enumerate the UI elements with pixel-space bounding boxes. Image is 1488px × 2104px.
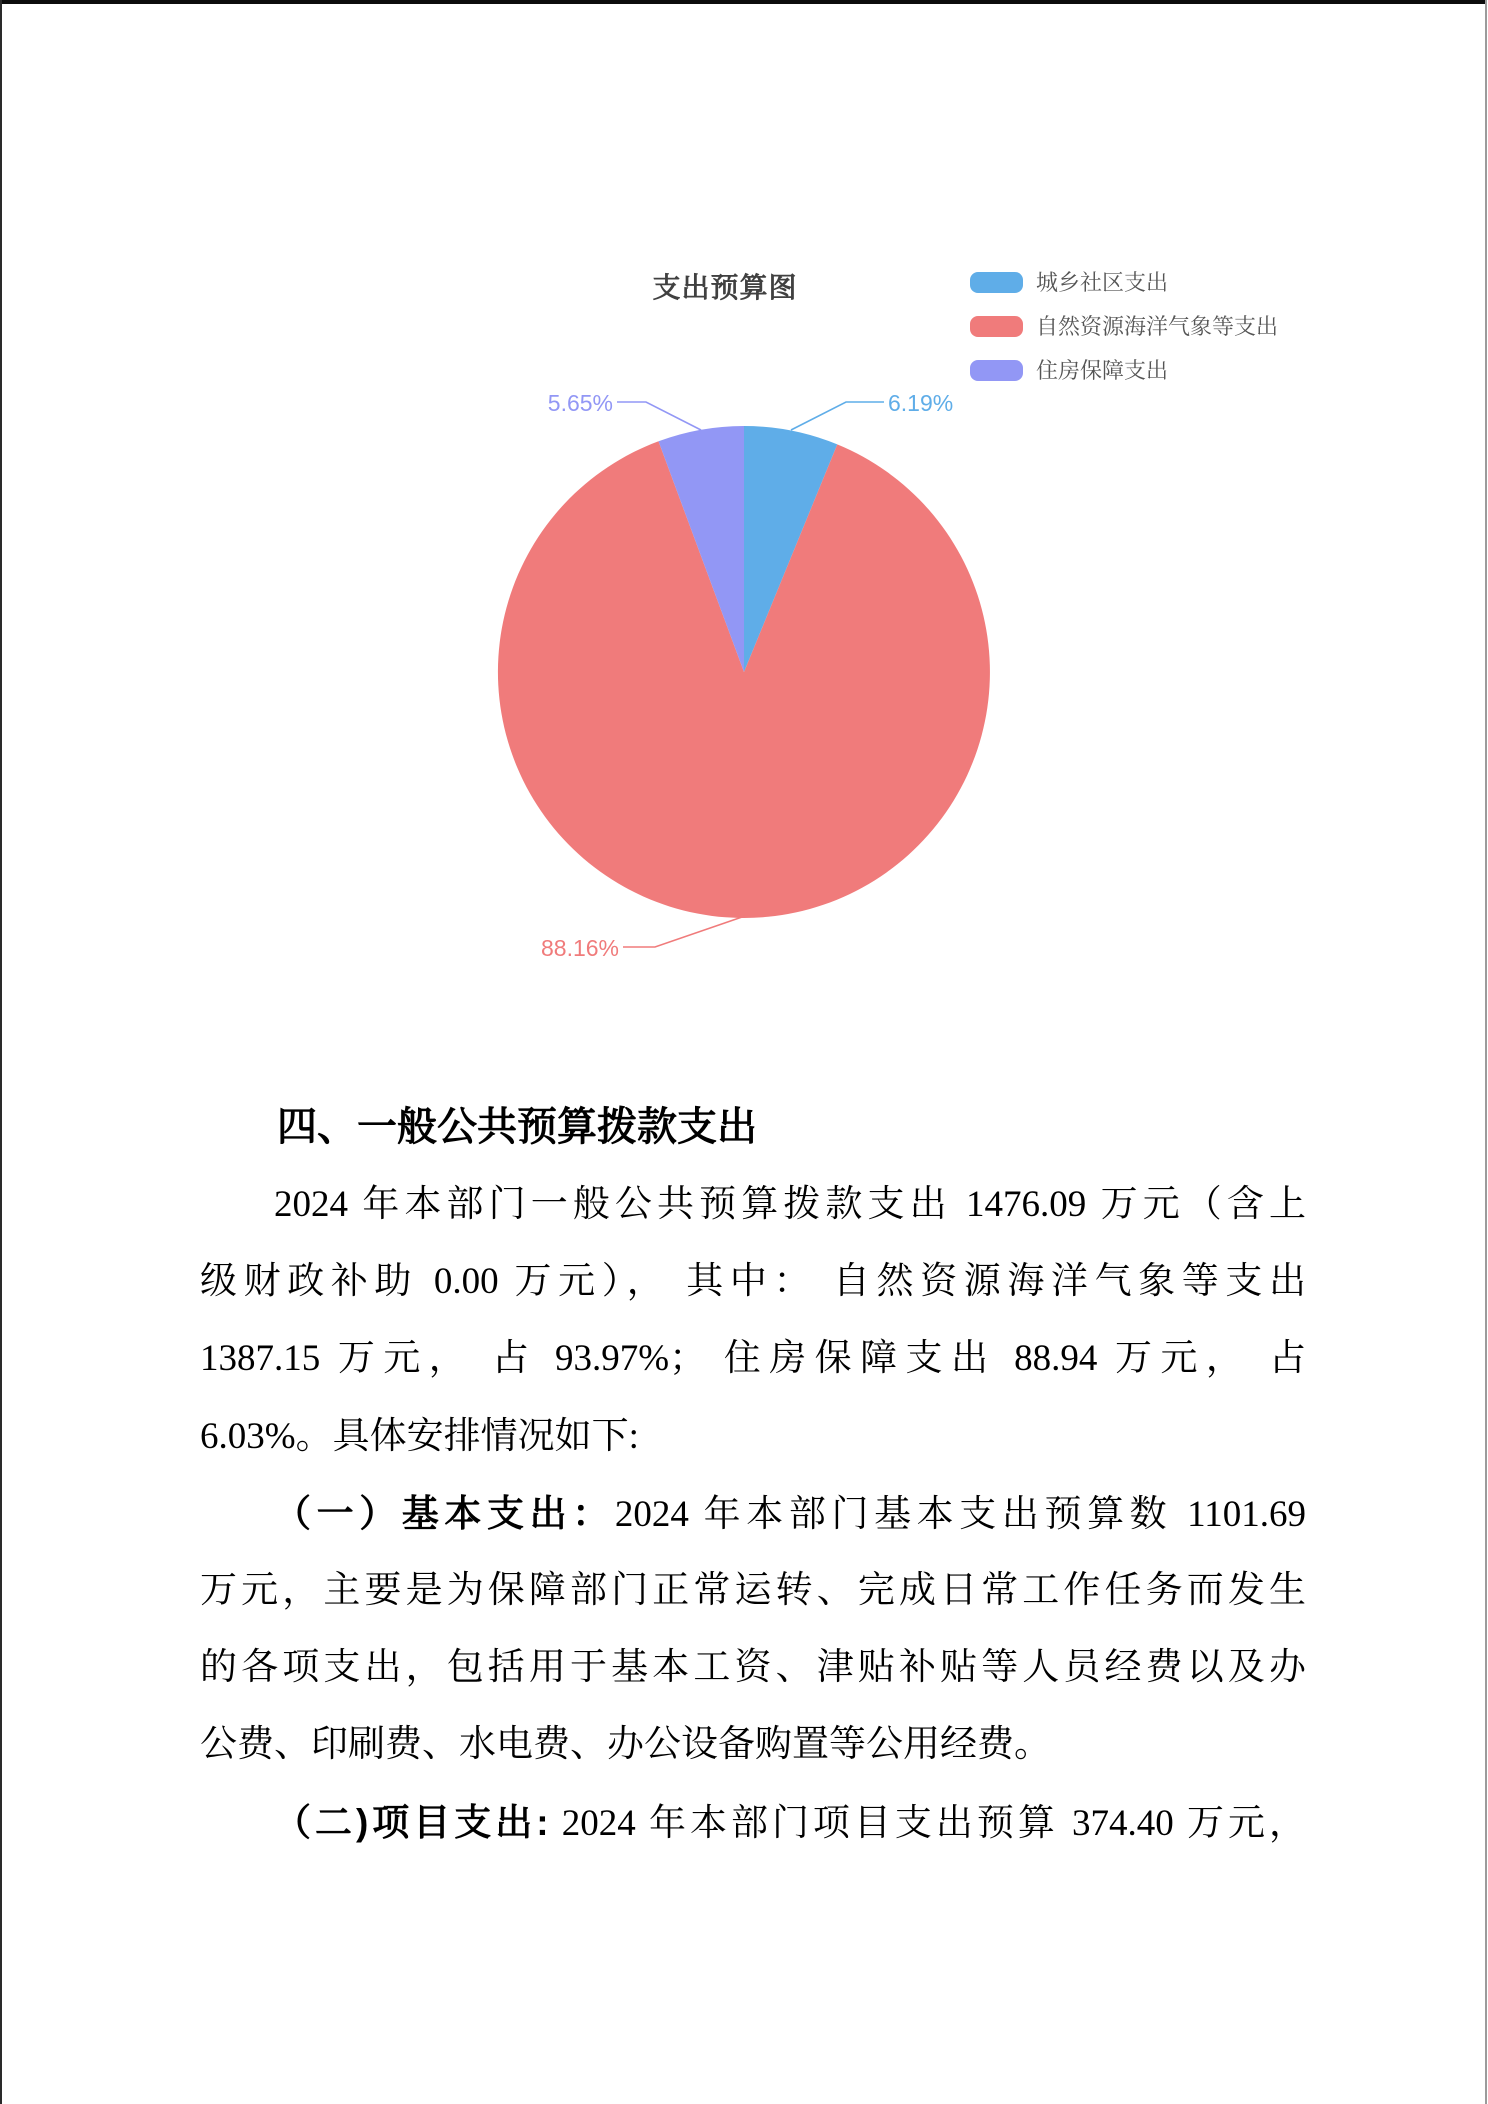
slice-percent-label: 88.16%: [540, 935, 619, 961]
body-line: [200, 1243, 1306, 1320]
slice-percent-label: 5.65%: [547, 390, 613, 416]
body-line-lead: （二)项目支出:: [274, 1801, 549, 1843]
label-leader-line: [791, 402, 884, 430]
pie-chart-canvas: [0, 0, 1488, 1000]
body-line-text: 6.03%。具体安排情况如下:: [200, 1415, 639, 1457]
body-line-text: 的各项支出，包括用于基本工资、津贴补贴等人员经费以及办: [200, 1647, 1306, 1689]
body-line: [200, 1166, 1306, 1243]
body-line: [200, 1784, 1306, 1861]
slice-percent-label: 6.19%: [888, 390, 954, 416]
legend-label: 自然资源海洋气象等支出: [1036, 314, 1279, 339]
body-line-text: 公费、印刷费、水电费、办公设备购置等公用经费。: [200, 1724, 1051, 1766]
section-heading: 四、一般公共预算拨款支出: [277, 1105, 757, 1149]
body-line: [200, 1475, 1306, 1552]
body-line-text: 2024 年本部门项目支出预算 374.40 万元，: [548, 1802, 1306, 1844]
chart-title: 支出预算图: [652, 272, 798, 303]
body-line-text: 级财政补助 0.00 万元）， 其中： 自然资源海洋气象等支出: [200, 1261, 1306, 1303]
body-line-lead: （一）基本支出：: [274, 1492, 615, 1534]
legend-label: 住房保障支出: [1036, 358, 1169, 383]
body-line-text: 2024 年本部门一般公共预算拨款支出 1476.09 万元（含上: [274, 1184, 1306, 1225]
body-line: [200, 1629, 1306, 1706]
paragraph-block: [200, 1166, 1306, 1861]
body-line: [200, 1320, 1306, 1397]
body-line-text: 1387.15 万元， 占 93.97%； 住房保障支出 88.94 万元， 占: [200, 1338, 1306, 1380]
body-line-text: 2024 年本部门基本支出预算数 1101.69: [614, 1493, 1306, 1535]
legend-label: 城乡社区支出: [1036, 270, 1169, 295]
label-leader-line: [623, 916, 745, 947]
body-line-text: 万元，主要是为保障部门正常运转、完成日常工作任务而发生: [200, 1569, 1306, 1611]
body-line: [200, 1706, 1306, 1783]
label-leader-line: [617, 402, 701, 430]
body-line: [200, 1398, 1306, 1475]
body-line: [200, 1552, 1306, 1629]
